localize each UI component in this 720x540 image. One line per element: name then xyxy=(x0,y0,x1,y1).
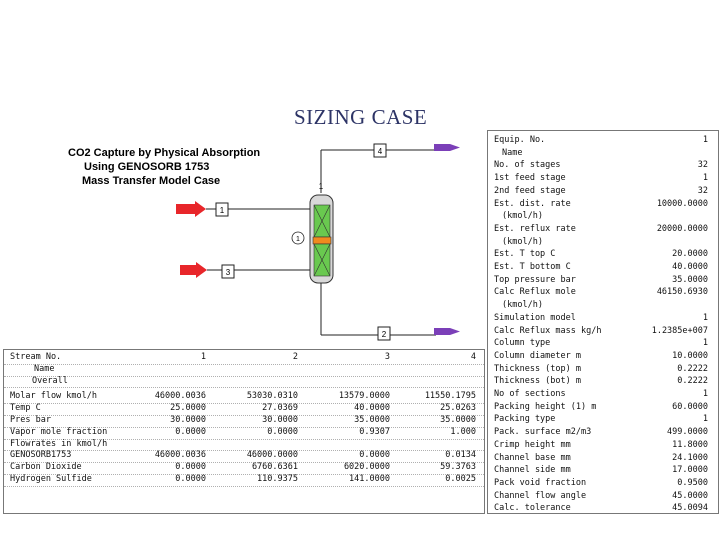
equipment-row xyxy=(488,337,718,350)
case-title-line-1: CO2 Capture by Physical Absorption xyxy=(68,147,261,159)
equipment-row-label: Thickness (bot) m xyxy=(494,376,581,387)
stream-cell: 27.0369 xyxy=(262,403,298,414)
equipment-row xyxy=(488,325,718,338)
equipment-row-label: Calc Reflux mass kg/h xyxy=(494,325,602,336)
equipment-row xyxy=(488,261,718,274)
equipment-row-value: 40.0000 xyxy=(672,262,708,272)
equipment-row-label: Crimp height mm xyxy=(494,439,571,450)
stream-4-label: 4 xyxy=(377,147,383,156)
equipment-row xyxy=(488,274,718,287)
equipment-row-label: Est. reflux rate xyxy=(494,223,576,234)
equipment-row-value: 17.0000 xyxy=(672,465,708,476)
equipment-row-label: Channel side mm xyxy=(494,465,571,476)
equipment-row-label: Column diameter m xyxy=(494,350,581,361)
equipment-row-value: 60.0000 xyxy=(672,401,708,412)
stream-cell: 0.0000 xyxy=(359,450,390,461)
case-title-line-2: Using GENOSORB 1753 xyxy=(84,161,210,173)
stream-cell: 59.3763 xyxy=(440,462,476,473)
stream-row-label: Overall xyxy=(32,375,68,386)
equipment-row-label: Pack void fraction xyxy=(494,477,587,488)
stream-1-label: 1 xyxy=(219,206,225,215)
equipment-row-value: 1 xyxy=(702,338,708,349)
equipment-row-label: Est. T bottom C xyxy=(494,262,571,272)
equipment-row-label: Calc. tolerance xyxy=(494,503,571,514)
equipment-panel xyxy=(487,130,719,514)
equipment-row xyxy=(488,210,718,223)
stream-row-label: Temp C xyxy=(10,403,41,414)
equipment-row xyxy=(488,299,718,312)
equipment-row-value: 45.0000 xyxy=(672,490,708,501)
stream-header-col-3: 3 xyxy=(384,352,390,362)
equipment-row-value: 20000.0000 xyxy=(656,223,708,234)
stream-header-col-1: 1 xyxy=(200,352,206,362)
equipment-row-value: 1 xyxy=(702,414,708,425)
stream-cell: 46000.0036 xyxy=(154,450,206,461)
equipment-row xyxy=(488,375,718,388)
stream-cell: 110.9375 xyxy=(257,474,298,484)
stream-cell: 1.000 xyxy=(450,426,476,437)
stream-row-label: GENOSORB1753 xyxy=(10,450,72,461)
equipment-row xyxy=(488,312,718,325)
stream-cell: 40.0000 xyxy=(354,403,390,414)
stream-cell: 13579.0000 xyxy=(338,391,390,402)
equipment-row-value: 35.0000 xyxy=(672,274,708,285)
stream-cell: 0.9307 xyxy=(359,426,390,437)
equipment-row-label: 1st feed stage xyxy=(494,173,566,184)
equipment-row xyxy=(488,198,718,211)
stream-cell: 11550.1795 xyxy=(424,391,476,402)
equipment-row xyxy=(488,490,718,503)
equipment-row-label: Column type xyxy=(494,338,551,349)
equipment-row xyxy=(488,502,718,514)
equipment-row-value: 1 xyxy=(702,173,708,184)
stream-table xyxy=(3,349,485,514)
equipment-row xyxy=(488,413,718,426)
stream-cell: 46000.0000 xyxy=(246,450,298,461)
stream-header-col-4: 4 xyxy=(470,352,476,362)
equipment-row-value: 1 xyxy=(702,135,708,145)
equipment-row xyxy=(488,452,718,465)
equipment-row-label: (kmol/h) xyxy=(502,300,543,311)
equipment-row-value: 46150.6930 xyxy=(656,287,708,298)
equipment-row-value: 1 xyxy=(702,312,708,323)
slide-title: SIZING CASE xyxy=(294,105,428,129)
equipment-row-value: 24.1000 xyxy=(672,452,708,463)
equipment-row xyxy=(488,464,718,477)
equipment-row-label: Calc Reflux mole xyxy=(494,287,576,298)
equipment-row-value: 0.2222 xyxy=(677,376,708,387)
stream-cell: 0.0000 xyxy=(175,462,206,473)
stream-row-label: Hydrogen Sulfide xyxy=(10,474,92,484)
equipment-row xyxy=(488,426,718,439)
equipment-row xyxy=(488,147,718,160)
equipment-row-value: 499.0000 xyxy=(667,427,708,438)
stream-row-label: Flowrates in kmol/h xyxy=(10,438,108,449)
stream-cell: 46000.0036 xyxy=(154,391,206,402)
equipment-row xyxy=(488,185,718,198)
equipment-row-label: No of sections xyxy=(494,389,566,399)
feed-arrow-1 xyxy=(176,201,206,217)
equipment-row xyxy=(488,172,718,185)
equipment-row-value: 1 xyxy=(702,389,708,399)
equipment-row xyxy=(488,388,718,401)
stream-table-row xyxy=(4,376,484,389)
column-middle-band xyxy=(313,237,331,244)
stream-header-label: Stream No. xyxy=(10,352,62,362)
equipment-row-value: 20.0000 xyxy=(672,249,708,260)
equipment-row-label: Est. dist. rate xyxy=(494,198,571,209)
equipment-row-label: No. of stages xyxy=(494,160,561,171)
column-top-label: 1 xyxy=(318,182,324,191)
equipment-row-label: 2nd feed stage xyxy=(494,185,566,196)
equipment-row xyxy=(488,223,718,236)
equipment-row-value: 0.9500 xyxy=(677,477,708,488)
stream-cell: 6020.0000 xyxy=(343,462,390,473)
stream-cell: 0.0025 xyxy=(445,474,476,484)
equipment-row-value: 32 xyxy=(697,185,708,196)
stream-cell: 35.0000 xyxy=(440,415,476,425)
equipment-row-value: 10000.0000 xyxy=(656,198,708,209)
equipment-row-value: 32 xyxy=(697,160,708,171)
feed-arrow-3 xyxy=(180,262,207,278)
stream-cell: 0.0134 xyxy=(445,450,476,461)
equipment-row-value: 45.0094 xyxy=(672,503,708,514)
equipment-row xyxy=(488,248,718,261)
equipment-row xyxy=(488,477,718,490)
stream-table-row xyxy=(4,474,484,487)
stream-row-label: Vapor mole fraction xyxy=(10,426,108,437)
equipment-row-label: Est. T top C xyxy=(494,249,556,260)
equipment-row-value: 1.2385e+007 xyxy=(651,325,708,336)
equipment-row-value: 10.0000 xyxy=(672,350,708,361)
stream-row-label: Molar flow kmol/h xyxy=(10,391,97,402)
stream-cell: 141.0000 xyxy=(349,474,390,484)
equipment-row xyxy=(488,134,718,147)
stream-cell: 0.0000 xyxy=(267,426,298,437)
stream-cell: 30.0000 xyxy=(170,415,206,425)
equipment-row xyxy=(488,236,718,249)
equipment-row-label: Top pressure bar xyxy=(494,274,576,285)
stream-cell: 25.0263 xyxy=(440,403,476,414)
stream-header-col-2: 2 xyxy=(292,352,298,362)
equipment-row-label: Name xyxy=(502,147,523,158)
equipment-row xyxy=(488,363,718,376)
equipment-row-label: Simulation model xyxy=(494,312,576,323)
equipment-row xyxy=(488,439,718,452)
equipment-row-label: (kmol/h) xyxy=(502,236,543,247)
unit-number: 1 xyxy=(296,236,300,243)
equipment-row-label: Thickness (top) m xyxy=(494,363,581,374)
equipment-row-label: Packing height (1) m xyxy=(494,401,597,412)
product-arrow-bottom xyxy=(434,328,460,335)
equipment-row xyxy=(488,286,718,299)
equipment-row xyxy=(488,401,718,414)
equipment-row-label: Pack. surface m2/m3 xyxy=(494,427,592,438)
equipment-row-label: Channel base mm xyxy=(494,452,571,463)
stream-row-label: Pres bar xyxy=(10,415,51,425)
stream-row-label: Carbon Dioxide xyxy=(10,462,82,473)
stream-row-label: Name xyxy=(34,363,55,374)
stream-cell: 6760.6361 xyxy=(251,462,298,473)
stream-2-label: 2 xyxy=(381,330,387,339)
equipment-row xyxy=(488,350,718,363)
equipment-row-value: 0.2222 xyxy=(677,363,708,374)
equipment-row-value: 11.8000 xyxy=(672,439,708,450)
equipment-row xyxy=(488,159,718,172)
equipment-row-label: Equip. No. xyxy=(494,135,546,145)
stream-cell: 30.0000 xyxy=(262,415,298,425)
product-arrow-top xyxy=(434,144,460,151)
case-title-line-3: Mass Transfer Model Case xyxy=(82,175,221,187)
stream-cell: 25.0000 xyxy=(170,403,206,414)
stream-cell: 0.0000 xyxy=(175,474,206,484)
stream-cell: 35.0000 xyxy=(354,415,390,425)
stream-3-label: 3 xyxy=(225,268,231,277)
stream-cell: 53030.0310 xyxy=(246,391,298,402)
equipment-row-label: Channel flow angle xyxy=(494,490,587,501)
equipment-row-label: Packing type xyxy=(494,414,556,425)
stream-cell: 0.0000 xyxy=(175,426,206,437)
equipment-row-label: (kmol/h) xyxy=(502,211,543,222)
